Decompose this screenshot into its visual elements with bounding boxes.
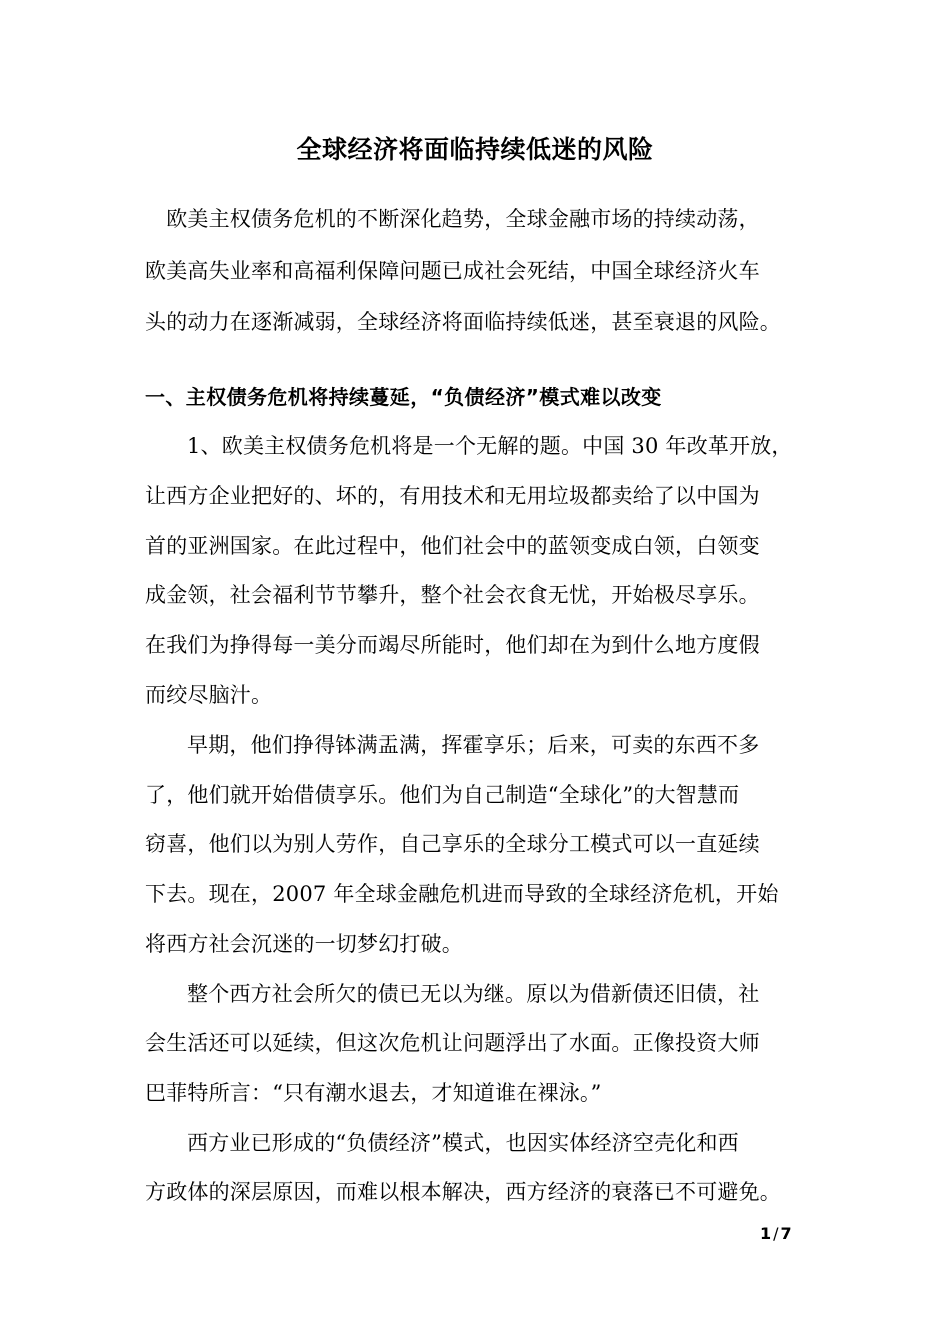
intro-line: 欧美高失业率和高福利保障问题已成社会死结，中国全球经济火车 — [145, 259, 760, 283]
paragraph-line: 整个西方社会所欠的债已无以为继。原以为借新债还旧债，社 — [187, 982, 760, 1006]
intro-line: 头的动力在逐渐减弱，全球经济将面临持续低迷，甚至衰退的风险。 — [145, 310, 781, 334]
page-total: 7 — [780, 1224, 792, 1243]
intro-line — [145, 204, 825, 234]
page-separator: / — [773, 1224, 779, 1243]
paragraph-line: 早期，他们挣得钵满盂满，挥霍享乐；后来，可卖的东西不多 — [187, 733, 760, 757]
document-title: 全球经济将面临持续低迷的风险 — [296, 135, 654, 164]
paragraph-line: 将西方社会沉迷的一切梦幻打破。 — [145, 932, 463, 956]
paragraph-line: 而绞尽脑汁。 — [145, 683, 273, 707]
paragraph-line: 会生活还可以延续，但这次危机让问题浮出了水面。正像投资大师 — [145, 1031, 760, 1055]
paragraph-line: 1、欧美主权债务危机将是一个无解的题。中国 30 年改革开放， — [187, 434, 793, 458]
paragraph-line: 了，他们就开始借债享乐。他们为自己制造“全球化”的大智慧而 — [145, 783, 740, 807]
paragraph-line: 在我们为挣得每一美分而竭尽所能时，他们却在为到什么地方度假 — [145, 633, 760, 657]
page-current: 1 — [760, 1224, 772, 1243]
paragraph-line: 方政体的深层原因，而难以根本解决，西方经济的衰落已不可避免。 — [145, 1180, 781, 1204]
intro-line-text: 欧美主权债务危机的不断深化趋势，全球金融市场的持续动荡， — [166, 207, 760, 231]
paragraph-line: 下去。现在，2007 年全球金融危机进而导致的全球经济危机，开始 — [145, 882, 779, 906]
paragraph-line: 窃喜，他们以为别人劳作，自己享乐的全球分工模式可以一直延续 — [145, 832, 760, 856]
page-number — [760, 1222, 820, 1246]
paragraph-line: 巴菲特所言：“只有潮水退去，才知道谁在裸泳。” — [145, 1081, 602, 1105]
paragraph-line: 让西方企业把好的、坏的，有用技术和无用垃圾都卖给了以中国为 — [145, 484, 760, 508]
paragraph-line: 首的亚洲国家。在此过程中，他们社会中的蓝领变成白领，白领变 — [145, 534, 760, 558]
section-heading: 一、主权债务危机将持续蔓延，“负债经济”模式难以改变 — [145, 385, 662, 409]
paragraph-line: 成金领，社会福利节节攀升，整个社会衣食无忧，开始极尽享乐。 — [145, 583, 760, 607]
paragraph-line: 西方业已形成的“负债经济”模式，也因实体经济空壳化和西 — [187, 1131, 739, 1155]
